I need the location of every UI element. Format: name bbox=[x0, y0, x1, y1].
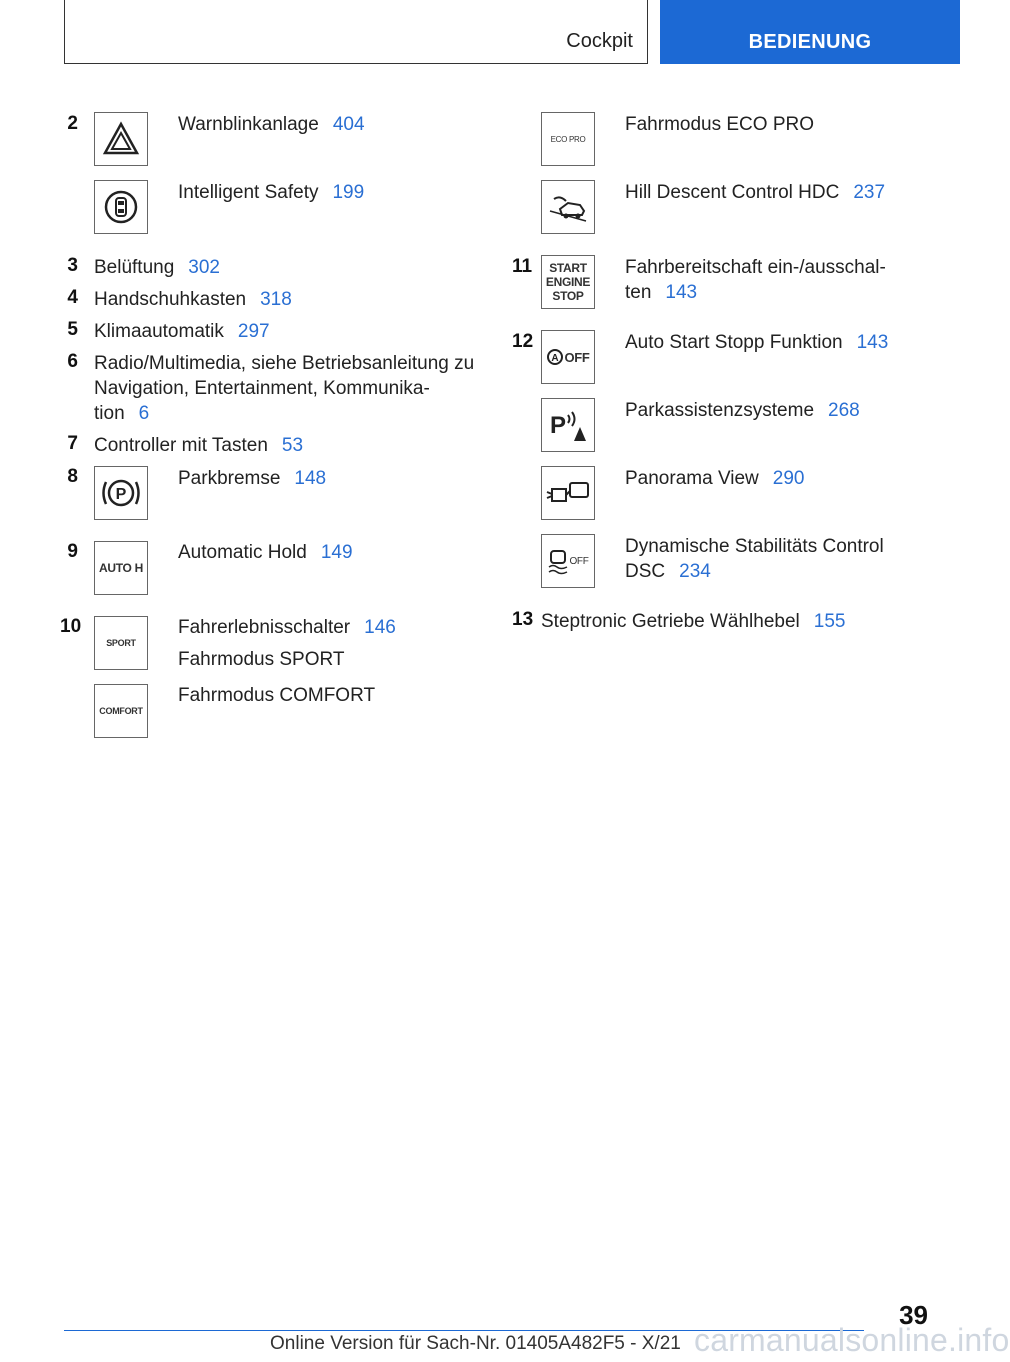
list-item bbox=[178, 466, 326, 491]
item-label: Navigation, Entertainment, Kommunika- bbox=[94, 378, 430, 399]
page-link[interactable]: 53 bbox=[281, 435, 304, 456]
item-label: DSC bbox=[625, 561, 666, 582]
item-label: Klimaautomatik bbox=[94, 321, 224, 342]
item-label: tion bbox=[94, 403, 125, 424]
svg-text:P: P bbox=[550, 412, 567, 439]
item-number: 6 bbox=[67, 351, 78, 372]
list-item bbox=[94, 351, 484, 426]
page-link[interactable]: 268 bbox=[828, 400, 860, 421]
item-number: 13 bbox=[512, 609, 534, 630]
list-item bbox=[94, 433, 303, 458]
list-item bbox=[625, 398, 860, 423]
list-item bbox=[541, 609, 845, 634]
page-link[interactable]: 149 bbox=[320, 542, 353, 563]
page-link[interactable]: 155 bbox=[813, 611, 846, 632]
item-label: Radio/Multimedia, siehe Betriebsanleitung zu bbox=[94, 353, 475, 374]
item-label: Handschuhkasten bbox=[94, 289, 247, 310]
item-number: 3 bbox=[67, 255, 78, 276]
list-item bbox=[625, 112, 814, 137]
item-label: Dynamische Stabilitäts Control bbox=[625, 536, 884, 557]
item-number: 2 bbox=[67, 113, 78, 134]
icon-label: ENGINE bbox=[545, 275, 591, 289]
icon-label: START bbox=[549, 261, 587, 275]
auto-start-stop-icon bbox=[541, 330, 595, 384]
item-number: 4 bbox=[67, 287, 78, 308]
item-number: 10 bbox=[60, 616, 82, 637]
list-item bbox=[625, 180, 885, 205]
list-item bbox=[94, 319, 270, 344]
list-item bbox=[625, 534, 884, 584]
icon-label: STOP bbox=[552, 289, 584, 303]
item-number: 12 bbox=[512, 331, 534, 352]
item-label: Panorama View bbox=[625, 468, 759, 489]
item-label: Fahrbereitschaft ein-/ausschal- bbox=[625, 257, 886, 278]
item-label: Fahrmodus ECO PRO bbox=[625, 114, 814, 135]
item-number: 5 bbox=[67, 319, 78, 340]
icon-label: SPORT bbox=[106, 638, 136, 648]
page-link[interactable]: 302 bbox=[188, 257, 220, 278]
list-item bbox=[625, 466, 804, 491]
item-number: 7 bbox=[67, 433, 78, 454]
intelligent-safety-icon bbox=[94, 180, 148, 234]
page-link[interactable]: 146 bbox=[364, 617, 396, 638]
item-number: 9 bbox=[67, 541, 78, 562]
item-label: Belüftung bbox=[94, 257, 175, 278]
page-number: 39 bbox=[899, 1300, 928, 1330]
header-section-box bbox=[64, 0, 648, 64]
page-link[interactable]: 148 bbox=[294, 468, 327, 489]
dsc-off-icon bbox=[541, 534, 595, 588]
page-link[interactable]: 318 bbox=[260, 289, 292, 310]
page-link[interactable]: 297 bbox=[237, 321, 270, 342]
list-item bbox=[625, 255, 886, 305]
item-number: 11 bbox=[512, 256, 533, 277]
page-link[interactable]: 237 bbox=[853, 182, 886, 203]
item-label: Hill Descent Control HDC bbox=[625, 182, 840, 203]
eco-pro-icon bbox=[541, 112, 595, 166]
icon-label: OFF bbox=[569, 555, 589, 567]
comfort-mode-icon bbox=[94, 684, 148, 738]
item-label: Auto Start Stopp Funktion bbox=[625, 332, 843, 353]
list-item bbox=[178, 112, 365, 137]
page-link[interactable]: 404 bbox=[332, 114, 365, 135]
footer-text: Online Version für Sach-Nr. 01405A482F5 - X/21 bbox=[270, 1333, 681, 1354]
page-link[interactable]: 234 bbox=[679, 561, 711, 582]
parking-assistant-icon bbox=[541, 398, 595, 452]
hill-descent-icon bbox=[541, 180, 595, 234]
item-label: Parkassistenzsysteme bbox=[625, 400, 815, 421]
header-section-title: Cockpit bbox=[566, 30, 633, 52]
list-item bbox=[94, 255, 220, 280]
list-item bbox=[178, 683, 375, 708]
item-label: ten bbox=[625, 282, 652, 303]
list-item bbox=[178, 540, 353, 565]
sport-mode-icon bbox=[94, 616, 148, 670]
item-label: Automatic Hold bbox=[178, 542, 307, 563]
item-label: Intelligent Safety bbox=[178, 182, 319, 203]
auto-hold-icon bbox=[94, 541, 148, 595]
item-label: Warnblinkanlage bbox=[178, 114, 319, 135]
item-sublabel: Fahrmodus SPORT bbox=[178, 649, 345, 670]
parking-brake-icon bbox=[94, 466, 148, 520]
page-link[interactable]: 290 bbox=[772, 468, 805, 489]
page-link[interactable]: 199 bbox=[332, 182, 365, 203]
svg-text:P: P bbox=[115, 486, 127, 503]
list-item bbox=[178, 180, 364, 205]
item-number: 8 bbox=[67, 466, 78, 487]
svg-text:A: A bbox=[551, 353, 560, 364]
hazard-warning-icon bbox=[94, 112, 148, 166]
item-label: Controller mit Tasten bbox=[94, 435, 268, 456]
icon-label: COMFORT bbox=[99, 706, 143, 716]
watermark: carmanualsonline.info bbox=[694, 1322, 1010, 1358]
item-label: Parkbremse bbox=[178, 468, 281, 489]
icon-label: AUTO H bbox=[99, 561, 143, 575]
page-link[interactable]: 143 bbox=[856, 332, 889, 353]
list-item bbox=[625, 330, 888, 355]
start-stop-button-icon bbox=[541, 255, 595, 309]
item-label: Fahrmodus COMFORT bbox=[178, 685, 376, 706]
header-chapter-title: BEDIENUNG bbox=[748, 31, 872, 53]
icon-label: ECO PRO bbox=[550, 134, 586, 144]
icon-label: OFF bbox=[564, 349, 590, 365]
page-link[interactable]: 143 bbox=[665, 282, 698, 303]
list-item bbox=[94, 287, 292, 312]
item-label: Steptronic Getriebe Wählhebel bbox=[541, 611, 800, 632]
item-label: Fahrerlebnisschalter bbox=[178, 617, 351, 638]
page-link[interactable]: 6 bbox=[138, 403, 150, 424]
header-chapter-tab[interactable] bbox=[660, 0, 960, 64]
list-item bbox=[178, 615, 396, 672]
panorama-view-icon bbox=[541, 466, 595, 520]
